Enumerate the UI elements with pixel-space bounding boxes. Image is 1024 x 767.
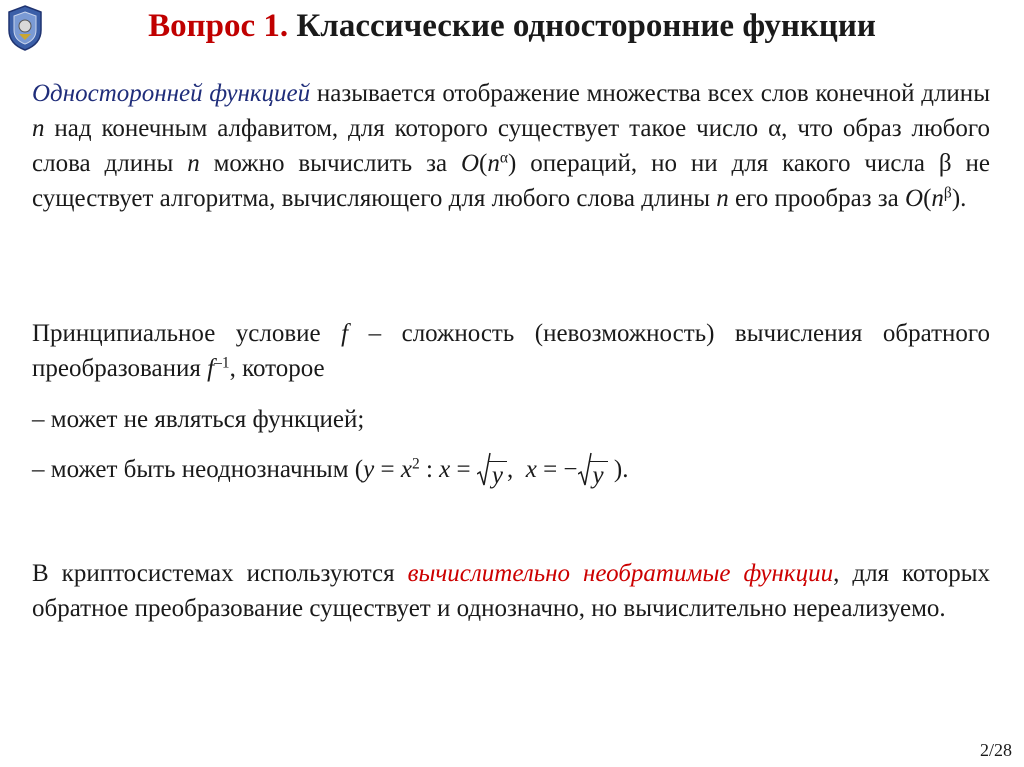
variable-n: n	[716, 185, 729, 212]
condition-text: Принципиальное условие	[32, 320, 342, 347]
crypto-text: В криптосистемах используются	[32, 560, 408, 587]
paren: (	[923, 185, 932, 212]
formula-eq: = −	[536, 456, 578, 483]
definition-text: над конечным алфавитом, для которого существует такое число α, что образ любого слова длины	[32, 115, 990, 177]
title-text: Классические односторонние функции	[296, 8, 876, 44]
formula-eq: =	[450, 456, 477, 483]
bullet-ambiguous	[32, 452, 990, 493]
crypto-text: , для которых обратное преобразование существует и однозначно, но вычислительно нереализуемо.	[32, 560, 990, 622]
math-eq: =	[374, 456, 401, 483]
function-f: f	[207, 355, 215, 382]
condition-text: – сложность (невозможность) вычисления обратного преобразования	[32, 320, 991, 382]
function-f: f	[341, 320, 349, 347]
sqrt-y	[477, 458, 507, 493]
radical-sign-icon	[578, 452, 592, 488]
variable-n: n	[32, 115, 45, 142]
exponent-inverse: –1	[214, 354, 230, 372]
bullet-text: – может быть неоднозначным (	[32, 456, 364, 483]
definition-text: его прообраз за	[728, 185, 906, 212]
bullet-text: ).	[607, 456, 629, 483]
crypto-paragraph	[32, 556, 990, 626]
formula-x: x	[525, 456, 537, 483]
formula-comma: ,	[506, 456, 514, 483]
radical-sign-icon	[477, 452, 491, 488]
variable-n: n	[187, 150, 200, 177]
big-o: O	[905, 185, 924, 212]
question-number: Вопрос 1.	[148, 8, 289, 44]
page-title	[0, 6, 1024, 46]
definition-text: называется отображение множества всех слов конечной длины	[310, 80, 990, 107]
math-x: x	[400, 456, 412, 483]
exponent-alpha: α	[499, 149, 508, 167]
formula-x: x	[439, 456, 451, 483]
radicand: y	[590, 461, 608, 490]
math-y: y	[363, 456, 375, 483]
definition-text: ).	[951, 185, 967, 212]
condition-text: , которое	[229, 355, 325, 382]
exponent-beta: β	[943, 184, 952, 202]
variable-n: n	[931, 185, 944, 212]
page-number: 2/28	[979, 740, 1012, 760]
radicand: y	[489, 461, 507, 490]
bullet-not-function: – может не являться функцией;	[32, 406, 365, 433]
math-colon: :	[419, 456, 440, 483]
crypto-term: вычислительно необратимые функции	[407, 560, 834, 587]
variable-n: n	[487, 150, 500, 177]
sqrt-y	[578, 458, 608, 493]
definition-text: можно вычислить за	[199, 150, 461, 177]
definition-term: Односторонней функцией	[32, 80, 311, 107]
math-square: 2	[411, 455, 420, 473]
big-o: O	[460, 150, 480, 177]
definition-paragraph	[32, 76, 990, 216]
definition-text: ) операций, но ни для какого числа β не существует алгоритма, вычисляющего для любого слова длины	[32, 150, 990, 212]
condition-paragraph	[32, 316, 990, 386]
paren: (	[479, 150, 488, 177]
